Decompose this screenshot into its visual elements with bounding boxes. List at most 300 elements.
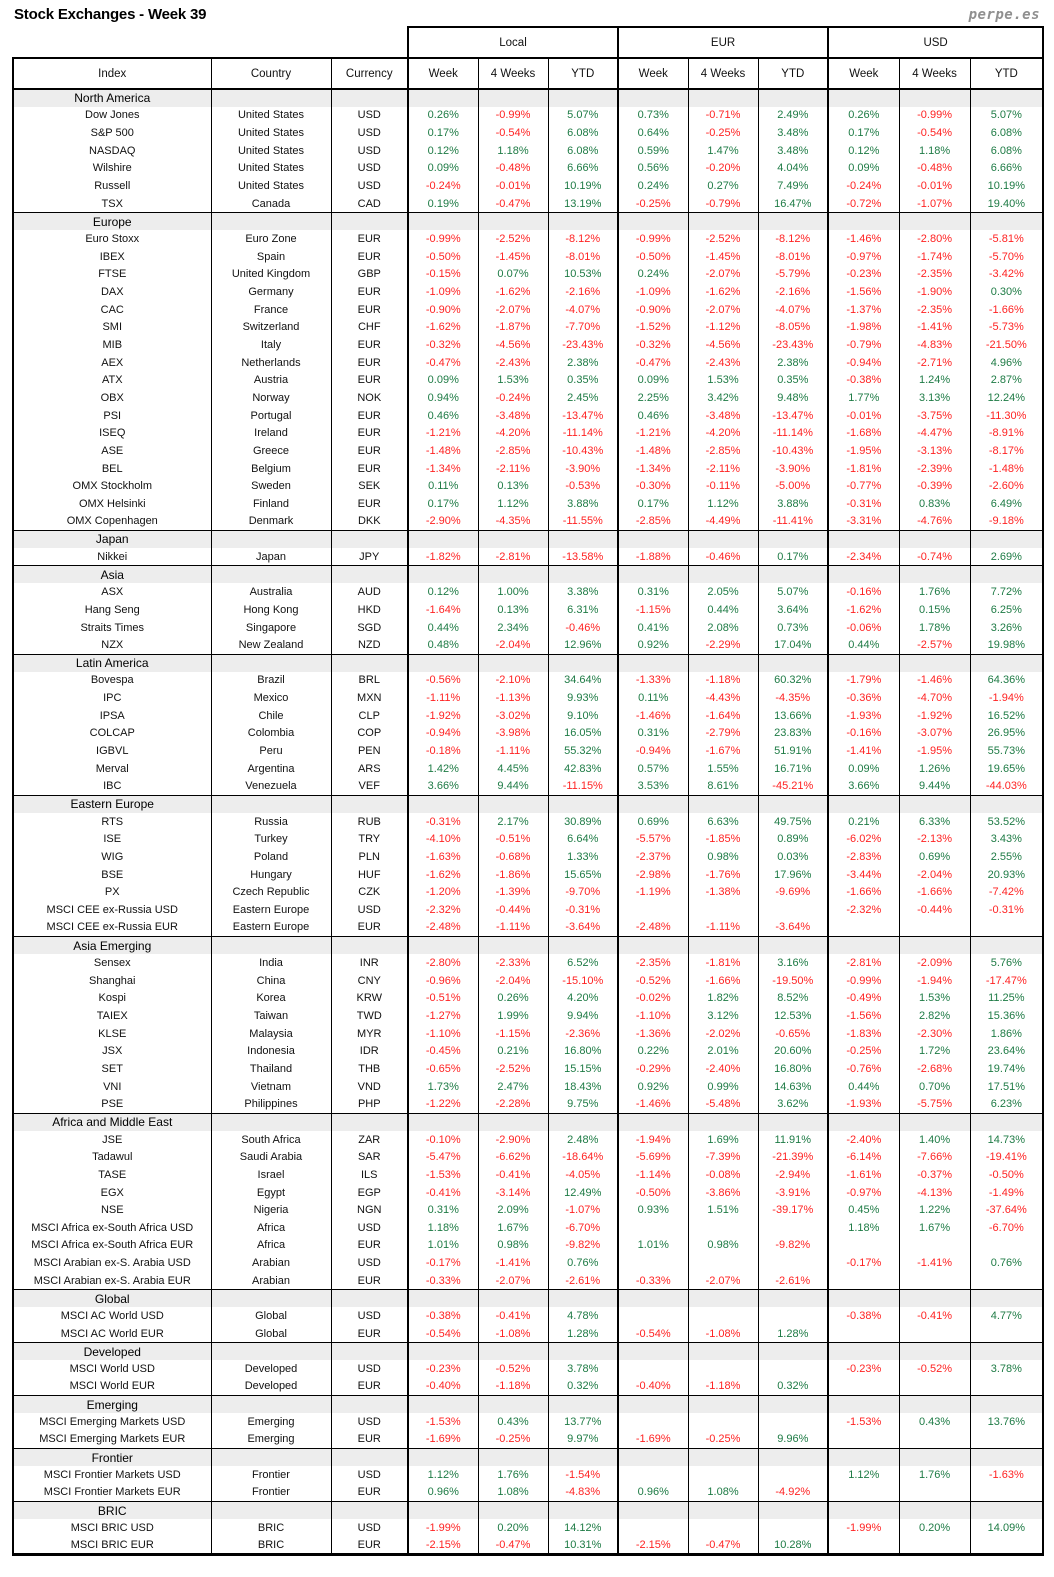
value-cell bbox=[970, 654, 1043, 672]
value-cell: -0.72% bbox=[828, 195, 899, 213]
index-cell: WIG bbox=[13, 848, 211, 866]
value-cell: -0.79% bbox=[828, 336, 899, 354]
currency-cell: EUR bbox=[331, 460, 408, 478]
value-cell bbox=[970, 1113, 1043, 1131]
value-cell: -1.66% bbox=[970, 301, 1043, 319]
value-cell: -0.15% bbox=[408, 266, 478, 284]
index-cell: MSCI World USD bbox=[13, 1360, 211, 1378]
page-title: Stock Exchanges - Week 39 bbox=[14, 6, 207, 23]
currency-cell: USD bbox=[331, 107, 408, 125]
value-cell: -0.48% bbox=[478, 160, 548, 178]
currency-cell: NOK bbox=[331, 389, 408, 407]
value-cell bbox=[478, 1343, 548, 1361]
value-cell: -0.24% bbox=[828, 177, 899, 195]
value-cell: -2.79% bbox=[688, 725, 758, 743]
value-cell bbox=[618, 1502, 688, 1520]
value-cell: 0.45% bbox=[828, 1201, 899, 1219]
value-cell: -0.46% bbox=[548, 619, 618, 637]
value-cell bbox=[688, 901, 758, 919]
value-cell: -1.41% bbox=[478, 1254, 548, 1272]
value-cell: 4.77% bbox=[970, 1307, 1043, 1325]
index-cell: NZX bbox=[13, 636, 211, 654]
value-cell: -1.13% bbox=[478, 689, 548, 707]
value-cell: -1.66% bbox=[688, 972, 758, 990]
value-cell: 3.48% bbox=[758, 124, 828, 142]
value-cell: 12.49% bbox=[548, 1184, 618, 1202]
value-cell: -1.82% bbox=[408, 548, 478, 566]
value-cell: 0.09% bbox=[408, 160, 478, 178]
value-cell: 0.44% bbox=[408, 619, 478, 637]
currency-cell: THB bbox=[331, 1060, 408, 1078]
value-cell: 0.96% bbox=[618, 1484, 688, 1502]
country-cell: Eastern Europe bbox=[211, 901, 331, 919]
table-row bbox=[13, 266, 1043, 284]
currency-cell: VND bbox=[331, 1078, 408, 1096]
col-header-usd-week: Week bbox=[828, 58, 899, 89]
value-cell: 0.11% bbox=[618, 689, 688, 707]
country-cell: China bbox=[211, 972, 331, 990]
index-cell: OBX bbox=[13, 389, 211, 407]
value-cell: -1.49% bbox=[970, 1184, 1043, 1202]
currency-group-header-row bbox=[13, 27, 1043, 58]
value-cell bbox=[899, 919, 970, 937]
group-header-usd: USD bbox=[828, 27, 1043, 58]
currency-cell: USD bbox=[331, 142, 408, 160]
currency-cell bbox=[331, 566, 408, 584]
value-cell: 20.60% bbox=[758, 1042, 828, 1060]
value-cell bbox=[828, 1378, 899, 1396]
currency-cell: EUR bbox=[331, 495, 408, 513]
value-cell: 0.20% bbox=[899, 1519, 970, 1537]
value-cell: -0.90% bbox=[408, 301, 478, 319]
value-cell: -8.12% bbox=[548, 230, 618, 248]
table-row bbox=[13, 813, 1043, 831]
value-cell: -2.60% bbox=[970, 477, 1043, 495]
value-cell: 6.08% bbox=[970, 124, 1043, 142]
value-cell: 1.76% bbox=[478, 1466, 548, 1484]
value-cell: -1.99% bbox=[408, 1519, 478, 1537]
country-cell: Germany bbox=[211, 283, 331, 301]
value-cell: -0.94% bbox=[618, 742, 688, 760]
value-cell: 0.48% bbox=[408, 636, 478, 654]
currency-cell: HKD bbox=[331, 601, 408, 619]
value-cell: -1.15% bbox=[478, 1025, 548, 1043]
country-cell: Canada bbox=[211, 195, 331, 213]
value-cell: -4.70% bbox=[899, 689, 970, 707]
value-cell: -0.29% bbox=[618, 1060, 688, 1078]
table-row bbox=[13, 1466, 1043, 1484]
value-cell: -4.47% bbox=[899, 424, 970, 442]
value-cell: -1.18% bbox=[478, 1378, 548, 1396]
index-cell: OMX Helsinki bbox=[13, 495, 211, 513]
country-cell: Greece bbox=[211, 442, 331, 460]
value-cell: -6.70% bbox=[970, 1219, 1043, 1237]
index-cell: VNI bbox=[13, 1078, 211, 1096]
value-cell: -3.48% bbox=[688, 407, 758, 425]
currency-cell bbox=[331, 795, 408, 813]
value-cell: -2.94% bbox=[758, 1166, 828, 1184]
value-cell: -2.13% bbox=[899, 831, 970, 849]
value-cell: -2.04% bbox=[899, 866, 970, 884]
value-cell: -1.62% bbox=[828, 601, 899, 619]
value-cell bbox=[758, 937, 828, 955]
value-cell: -2.07% bbox=[688, 1272, 758, 1290]
value-cell: 5.07% bbox=[758, 583, 828, 601]
country-cell bbox=[211, 1396, 331, 1414]
value-cell: 12.53% bbox=[758, 1007, 828, 1025]
value-cell: -2.29% bbox=[688, 636, 758, 654]
value-cell: -2.52% bbox=[478, 230, 548, 248]
value-cell bbox=[618, 1360, 688, 1378]
value-cell bbox=[408, 937, 478, 955]
value-cell: -1.81% bbox=[828, 460, 899, 478]
value-cell: 9.48% bbox=[758, 389, 828, 407]
index-cell: MSCI Africa ex-South Africa EUR bbox=[13, 1237, 211, 1255]
table-row bbox=[13, 1131, 1043, 1149]
value-cell: -1.48% bbox=[618, 442, 688, 460]
value-cell: -23.43% bbox=[548, 336, 618, 354]
table-row bbox=[13, 672, 1043, 690]
value-cell: -23.43% bbox=[758, 336, 828, 354]
value-cell bbox=[758, 1360, 828, 1378]
value-cell: 2.82% bbox=[899, 1007, 970, 1025]
value-cell bbox=[618, 89, 688, 107]
country-cell: Austria bbox=[211, 372, 331, 390]
currency-cell bbox=[331, 530, 408, 548]
country-cell: Turkey bbox=[211, 831, 331, 849]
value-cell: -0.25% bbox=[618, 195, 688, 213]
value-cell: -2.85% bbox=[618, 513, 688, 531]
index-cell: TASE bbox=[13, 1166, 211, 1184]
value-cell: -1.45% bbox=[688, 248, 758, 266]
currency-cell bbox=[331, 1502, 408, 1520]
value-cell: -1.68% bbox=[828, 424, 899, 442]
value-cell: -1.56% bbox=[828, 283, 899, 301]
table-row bbox=[13, 1201, 1043, 1219]
value-cell: 26.95% bbox=[970, 725, 1043, 743]
value-cell bbox=[758, 1254, 828, 1272]
value-cell: 3.53% bbox=[618, 778, 688, 796]
value-cell: -0.48% bbox=[899, 160, 970, 178]
value-cell: 0.20% bbox=[478, 1519, 548, 1537]
value-cell bbox=[899, 1272, 970, 1290]
value-cell bbox=[899, 1113, 970, 1131]
value-cell bbox=[688, 937, 758, 955]
value-cell: -1.33% bbox=[618, 672, 688, 690]
currency-cell: BRL bbox=[331, 672, 408, 690]
col-header-eur-ytd: YTD bbox=[758, 58, 828, 89]
value-cell: 60.32% bbox=[758, 672, 828, 690]
currency-cell: EUR bbox=[331, 230, 408, 248]
value-cell bbox=[688, 1113, 758, 1131]
country-cell: Japan bbox=[211, 548, 331, 566]
country-cell: Singapore bbox=[211, 619, 331, 637]
value-cell: 1.12% bbox=[828, 1466, 899, 1484]
currency-cell: GBP bbox=[331, 266, 408, 284]
table-row bbox=[13, 778, 1043, 796]
country-cell bbox=[211, 1113, 331, 1131]
currency-cell: CZK bbox=[331, 884, 408, 902]
value-cell: -8.01% bbox=[758, 248, 828, 266]
index-cell: AEX bbox=[13, 354, 211, 372]
index-cell: MSCI Frontier Markets EUR bbox=[13, 1484, 211, 1502]
value-cell: -1.37% bbox=[828, 301, 899, 319]
value-cell: -1.94% bbox=[899, 972, 970, 990]
index-cell: ATX bbox=[13, 372, 211, 390]
value-cell: 0.70% bbox=[899, 1078, 970, 1096]
table-row bbox=[13, 336, 1043, 354]
value-cell bbox=[408, 213, 478, 231]
value-cell bbox=[828, 795, 899, 813]
value-cell bbox=[408, 1290, 478, 1308]
value-cell: 1.55% bbox=[688, 760, 758, 778]
value-cell: 19.74% bbox=[970, 1060, 1043, 1078]
value-cell: 1.12% bbox=[688, 495, 758, 513]
country-cell: Vietnam bbox=[211, 1078, 331, 1096]
group-header-eur: EUR bbox=[618, 27, 828, 58]
value-cell: -1.12% bbox=[688, 319, 758, 337]
value-cell: 0.89% bbox=[758, 831, 828, 849]
value-cell: -3.75% bbox=[899, 407, 970, 425]
value-cell: -0.06% bbox=[828, 619, 899, 637]
value-cell bbox=[899, 795, 970, 813]
index-cell: MSCI Arabian ex-S. Arabia EUR bbox=[13, 1272, 211, 1290]
value-cell: 6.25% bbox=[970, 601, 1043, 619]
value-cell: -1.19% bbox=[618, 884, 688, 902]
value-cell: -45.21% bbox=[758, 778, 828, 796]
value-cell: 1.01% bbox=[618, 1237, 688, 1255]
value-cell: -2.32% bbox=[408, 901, 478, 919]
currency-cell: PLN bbox=[331, 848, 408, 866]
currency-cell: EUR bbox=[331, 407, 408, 425]
value-cell: 16.05% bbox=[548, 725, 618, 743]
value-cell: 3.43% bbox=[970, 831, 1043, 849]
table-row bbox=[13, 124, 1043, 142]
table-row bbox=[13, 848, 1043, 866]
value-cell: -2.07% bbox=[688, 266, 758, 284]
value-cell bbox=[828, 1449, 899, 1467]
country-cell: Africa bbox=[211, 1219, 331, 1237]
value-cell bbox=[478, 1290, 548, 1308]
value-cell: 0.31% bbox=[618, 725, 688, 743]
table-row bbox=[13, 884, 1043, 902]
value-cell: -0.44% bbox=[478, 901, 548, 919]
value-cell: -2.81% bbox=[828, 954, 899, 972]
table-row bbox=[13, 283, 1043, 301]
value-cell: -0.90% bbox=[618, 301, 688, 319]
value-cell: -0.74% bbox=[899, 548, 970, 566]
country-cell: Netherlands bbox=[211, 354, 331, 372]
table-row bbox=[13, 1272, 1043, 1290]
index-cell: COLCAP bbox=[13, 725, 211, 743]
currency-cell: RUB bbox=[331, 813, 408, 831]
country-cell: Hong Kong bbox=[211, 601, 331, 619]
value-cell bbox=[758, 89, 828, 107]
value-cell: -1.38% bbox=[688, 884, 758, 902]
value-cell: -9.18% bbox=[970, 513, 1043, 531]
table-row bbox=[13, 1060, 1043, 1078]
index-cell: Russell bbox=[13, 177, 211, 195]
value-cell: -1.46% bbox=[618, 707, 688, 725]
country-cell: Saudi Arabia bbox=[211, 1148, 331, 1166]
value-cell bbox=[899, 1502, 970, 1520]
value-cell bbox=[688, 566, 758, 584]
group-header-local: Local bbox=[408, 27, 618, 58]
currency-cell: EUR bbox=[331, 1378, 408, 1396]
col-header-country: Country bbox=[211, 58, 331, 89]
value-cell: -9.69% bbox=[758, 884, 828, 902]
value-cell: -0.53% bbox=[548, 477, 618, 495]
currency-cell: MYR bbox=[331, 1025, 408, 1043]
value-cell: 7.49% bbox=[758, 177, 828, 195]
country-cell: Australia bbox=[211, 583, 331, 601]
country-cell: Taiwan bbox=[211, 1007, 331, 1025]
value-cell: 0.43% bbox=[899, 1413, 970, 1431]
table-row bbox=[13, 1360, 1043, 1378]
currency-cell bbox=[331, 1113, 408, 1131]
value-cell bbox=[688, 1290, 758, 1308]
value-cell: 1.18% bbox=[899, 142, 970, 160]
currency-cell: INR bbox=[331, 954, 408, 972]
value-cell: 0.09% bbox=[618, 372, 688, 390]
value-cell: -0.37% bbox=[899, 1166, 970, 1184]
value-cell bbox=[899, 1431, 970, 1449]
value-cell: -1.53% bbox=[408, 1413, 478, 1431]
country-cell: Malaysia bbox=[211, 1025, 331, 1043]
table-row bbox=[13, 442, 1043, 460]
value-cell: 8.61% bbox=[688, 778, 758, 796]
country-cell: United Kingdom bbox=[211, 266, 331, 284]
value-cell: 18.43% bbox=[548, 1078, 618, 1096]
value-cell: -2.52% bbox=[478, 1060, 548, 1078]
country-cell: Global bbox=[211, 1307, 331, 1325]
value-cell: -2.48% bbox=[618, 919, 688, 937]
index-cell: Tadawul bbox=[13, 1148, 211, 1166]
value-cell: -7.39% bbox=[688, 1148, 758, 1166]
value-cell: -1.95% bbox=[899, 742, 970, 760]
country-cell: Hungary bbox=[211, 866, 331, 884]
index-cell: Bovespa bbox=[13, 672, 211, 690]
value-cell bbox=[548, 937, 618, 955]
country-cell: Argentina bbox=[211, 760, 331, 778]
value-cell: 10.53% bbox=[548, 266, 618, 284]
value-cell bbox=[899, 1484, 970, 1502]
country-cell bbox=[211, 566, 331, 584]
value-cell bbox=[899, 1537, 970, 1555]
value-cell: 11.25% bbox=[970, 989, 1043, 1007]
value-cell: -0.79% bbox=[688, 195, 758, 213]
value-cell: -2.85% bbox=[478, 442, 548, 460]
value-cell bbox=[408, 530, 478, 548]
value-cell: -2.40% bbox=[828, 1131, 899, 1149]
index-cell: Euro Stoxx bbox=[13, 230, 211, 248]
value-cell: 6.23% bbox=[970, 1095, 1043, 1113]
value-cell: -1.54% bbox=[548, 1466, 618, 1484]
value-cell: -1.41% bbox=[899, 1254, 970, 1272]
value-cell: 6.66% bbox=[548, 160, 618, 178]
value-cell: 6.64% bbox=[548, 831, 618, 849]
currency-cell bbox=[331, 1449, 408, 1467]
value-cell: -2.04% bbox=[478, 972, 548, 990]
value-cell: 0.12% bbox=[408, 142, 478, 160]
index-cell: MSCI AC World USD bbox=[13, 1307, 211, 1325]
currency-cell: EUR bbox=[331, 354, 408, 372]
value-cell: 1.99% bbox=[478, 1007, 548, 1025]
value-cell: -1.87% bbox=[478, 319, 548, 337]
country-cell: Euro Zone bbox=[211, 230, 331, 248]
header-spacer bbox=[13, 27, 408, 58]
value-cell: -0.23% bbox=[828, 1360, 899, 1378]
currency-cell: EGP bbox=[331, 1184, 408, 1202]
value-cell: -0.11% bbox=[688, 477, 758, 495]
value-cell: -4.56% bbox=[478, 336, 548, 354]
value-cell: 1.53% bbox=[688, 372, 758, 390]
table-row bbox=[13, 301, 1043, 319]
value-cell bbox=[758, 1307, 828, 1325]
value-cell: -1.39% bbox=[478, 884, 548, 902]
value-cell: -2.16% bbox=[758, 283, 828, 301]
currency-cell: ZAR bbox=[331, 1131, 408, 1149]
table-row bbox=[13, 1537, 1043, 1555]
value-cell: 2.09% bbox=[478, 1201, 548, 1219]
value-cell: -3.64% bbox=[758, 919, 828, 937]
value-cell bbox=[478, 795, 548, 813]
country-cell: Emerging bbox=[211, 1431, 331, 1449]
value-cell: 0.31% bbox=[618, 583, 688, 601]
value-cell: -1.08% bbox=[478, 1325, 548, 1343]
value-cell: 0.32% bbox=[548, 1378, 618, 1396]
value-cell: -4.35% bbox=[758, 689, 828, 707]
section-title: Emerging bbox=[13, 1396, 211, 1414]
country-cell bbox=[211, 1290, 331, 1308]
value-cell: 0.98% bbox=[478, 1237, 548, 1255]
value-cell: 0.41% bbox=[618, 619, 688, 637]
table-row bbox=[13, 495, 1043, 513]
section-row bbox=[13, 89, 1043, 107]
currency-cell bbox=[331, 1396, 408, 1414]
value-cell: -1.93% bbox=[828, 707, 899, 725]
value-cell: -1.66% bbox=[899, 884, 970, 902]
value-cell: -0.25% bbox=[688, 124, 758, 142]
value-cell: -2.80% bbox=[408, 954, 478, 972]
value-cell: -0.23% bbox=[408, 1360, 478, 1378]
value-cell bbox=[970, 566, 1043, 584]
currency-cell: USD bbox=[331, 1466, 408, 1484]
value-cell: 1.08% bbox=[478, 1484, 548, 1502]
value-cell: -1.14% bbox=[618, 1166, 688, 1184]
value-cell: 1.26% bbox=[899, 760, 970, 778]
country-cell: Brazil bbox=[211, 672, 331, 690]
currency-cell: JPY bbox=[331, 548, 408, 566]
value-cell: -3.90% bbox=[548, 460, 618, 478]
value-cell: 0.73% bbox=[758, 619, 828, 637]
value-cell: -7.42% bbox=[970, 884, 1043, 902]
currency-cell: EUR bbox=[331, 372, 408, 390]
value-cell: -1.83% bbox=[828, 1025, 899, 1043]
value-cell: 2.38% bbox=[758, 354, 828, 372]
value-cell: -0.25% bbox=[828, 1042, 899, 1060]
value-cell: -1.79% bbox=[828, 672, 899, 690]
value-cell: 6.49% bbox=[970, 495, 1043, 513]
value-cell: -1.07% bbox=[899, 195, 970, 213]
value-cell: 4.20% bbox=[548, 989, 618, 1007]
index-cell: MSCI Frontier Markets USD bbox=[13, 1466, 211, 1484]
country-cell: Emerging bbox=[211, 1413, 331, 1431]
value-cell: -1.98% bbox=[828, 319, 899, 337]
value-cell: -2.33% bbox=[478, 954, 548, 972]
site-logo-link[interactable]: perpe.es bbox=[968, 7, 1040, 23]
value-cell: 0.07% bbox=[478, 266, 548, 284]
